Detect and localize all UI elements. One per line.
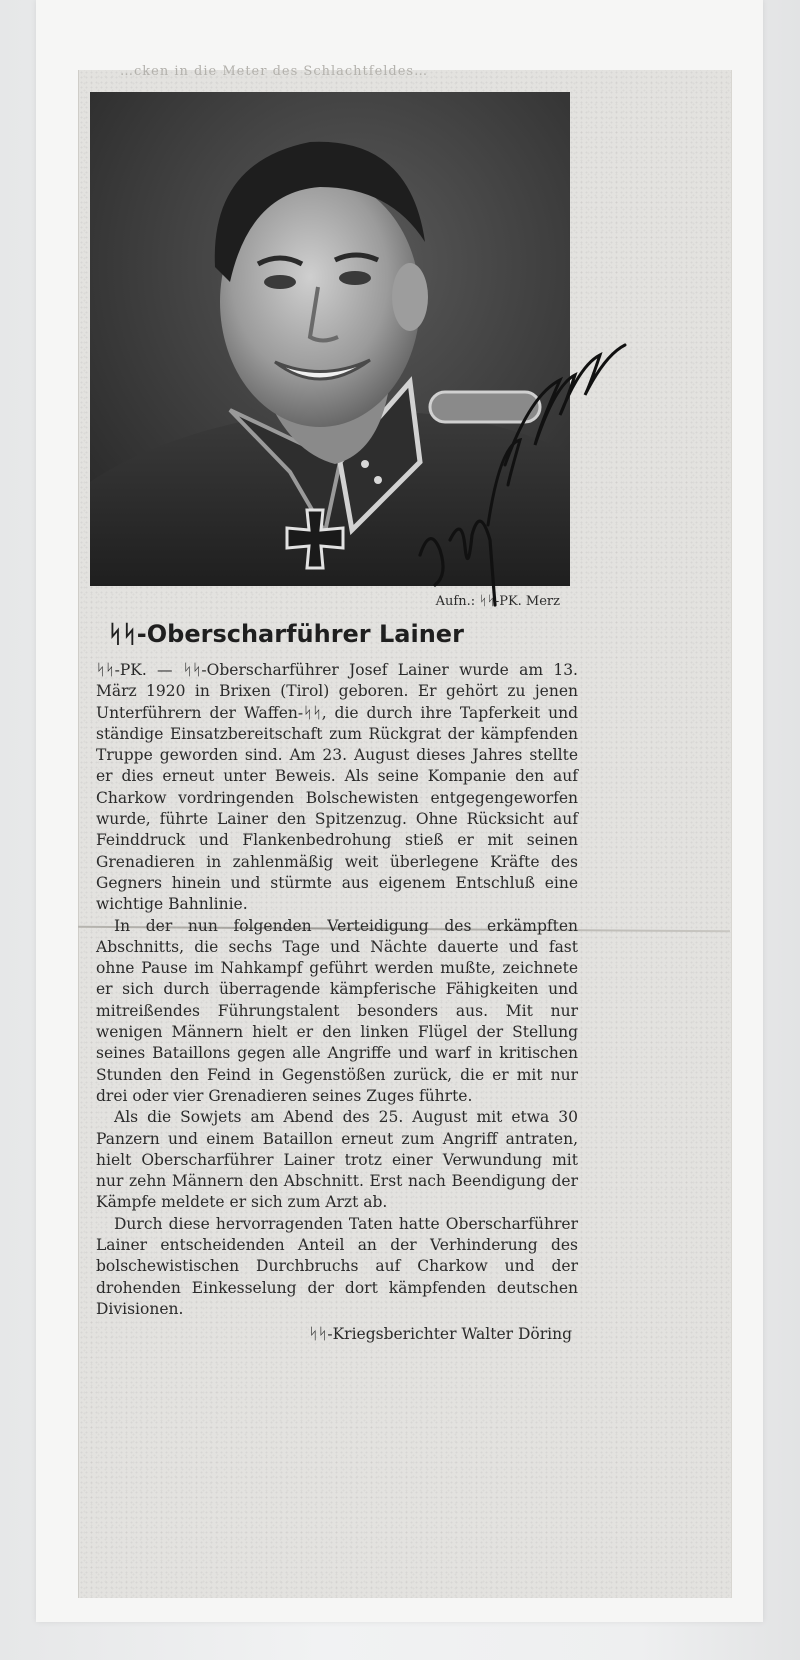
clipping-top-strip-text: …cken in die Meter des Schlachtfeldes… — [120, 64, 429, 79]
article-paragraph: Durch diese hervorragenden Taten hatte Oberscharführer Lainer entscheidenden Anteil an der Verhinderung des bolschewistischen Durchbruchs auf Charkow und der drohenden Einkesselung der dort kämpfenden deutschen Divisionen. — [96, 1214, 578, 1318]
portrait-photo — [90, 92, 570, 586]
article-paragraph: Als die Sowjets am Abend des 25. August mit etwa 30 Panzern und einem Bataillon erneut zum Angriff antraten, hielt Oberscharführer Lainer trotz einer Verwundung mit nur zehn Männern den Abschnitt. Erst nach Beendigung der Kämpfe meldete er sich zum Arzt ab. — [96, 1108, 578, 1212]
article-headline: ᛋᛋ-Oberscharführer Lainer — [108, 620, 464, 648]
article-byline: ᛋᛋ-Kriegsberichter Walter Döring — [308, 1325, 572, 1344]
article-paragraph: In der nun folgenden Verteidigung des erkämpften Abschnitts, die sechs Tage und Nächte dauerte und fast ohne Pause im Nahkampf geführt werden mußte, zeichnete er sich durch überragende kämpferische Fähigkeiten und mitreißendes Führungstalent besonders aus. Mit nur wenigen Männern hielt er den linken Flügel der Stellung seines Bataillons gegen alle Angriffe und warf in kritischen Stunden den Feind in Gegenstößen zurück, die er mit nur drei oder vier Grenadieren seines Zuges führte. — [96, 916, 578, 1105]
article-paragraph: ᛋᛋ-PK. — ᛋᛋ-Oberscharführer Josef Lainer wurde am 13. März 1920 in Brixen (Tirol) geboren. Er gehört zu jenen Unterführern der Waffen-ᛋᛋ, die durch ihre Tapferkeit und ständige Einsatzbereitschaft zum Rückgrat der kämpfenden Truppe geworden sind. Am 23. August dieses Jahres stellte er dies erneut unter Beweis. Als seine Kompanie den auf Charkow vordringenden Bolschewisten entgegengeworfen wurde, führte Lainer den Spitzenzug. Ohne Rücksicht auf Feinddruck und Flankenbedrohung stieß er mit seinen Grenadieren in zahlenmäßig weit überlegene Kräfte des Gegners hinein und stürmte aus eigenem Entschluß eine wichtige Bahnlinie. — [96, 661, 578, 914]
article-body — [96, 660, 578, 1346]
soldier-portrait-photo-icon — [90, 92, 570, 586]
photo-credit: Aufn.: ᛋᛋ-PK. Merz — [435, 594, 560, 609]
